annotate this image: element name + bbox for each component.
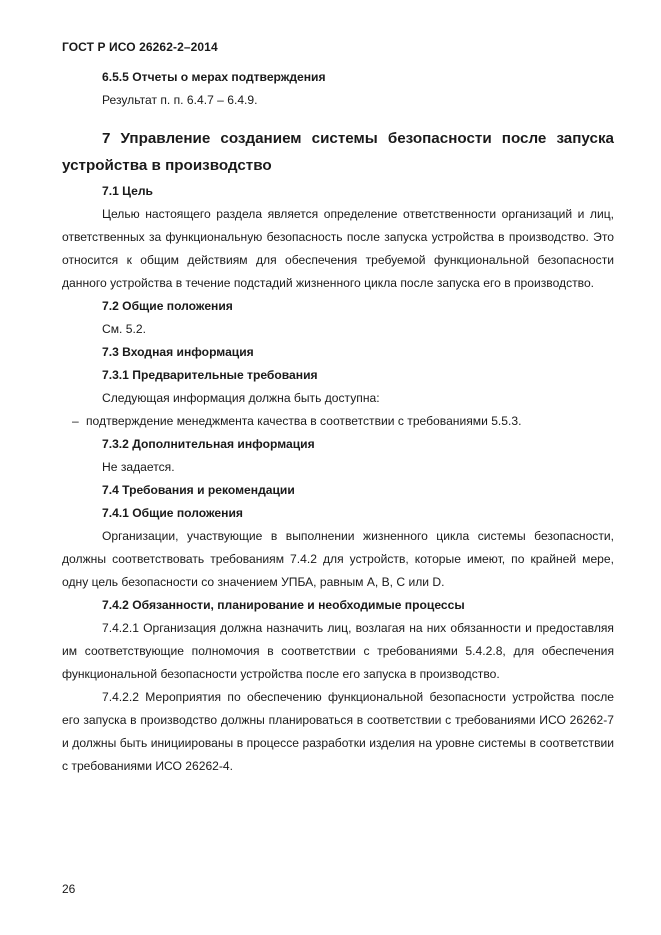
heading-7-4-2: 7.4.2 Обязанности, планирование и необходимые процессы — [102, 598, 465, 612]
heading-6-5-5: 6.5.5 Отчеты о мерах подтверждения — [102, 70, 326, 84]
paragraph: Результат п. п. 6.4.7 – 6.4.9. — [102, 93, 258, 107]
heading-7-2: 7.2 Общие положения — [102, 299, 233, 313]
section-7-title: 7 Управление созданием системы безопасности после запуска устройства в производство — [62, 130, 614, 174]
heading-7-1: 7.1 Цель — [102, 184, 153, 198]
heading-7-4: 7.4 Требования и рекомендации — [102, 483, 295, 497]
paragraph: См. 5.2. — [102, 322, 146, 336]
list-item-text: подтверждение менеджмента качества в соответствии с требованиями 5.5.3. — [86, 414, 522, 428]
paragraph: 7.4.2.2 Мероприятия по обеспечению функциональной безопасности устройства после его запуска в производство должны планироваться в соответствии с требованиями ИСО 26262-7 и должны быть инициированы в процессе разработки изделия на уровне системы в соответствии с требованиями ИСО 26262-4. — [62, 690, 614, 773]
page-number: 26 — [62, 882, 76, 896]
paragraph: Организации, участвующие в выполнении жизненного цикла системы безопасности, должны соответствовать требованиям 7.4.2 для устройств, которые имеют, по крайней мере, одну цель безопасности со значением УПБА, равным А, В, С или D. — [62, 529, 614, 589]
heading-7-3: 7.3 Входная информация — [102, 345, 254, 359]
list-dash: – — [72, 414, 79, 428]
page-body — [62, 66, 614, 778]
heading-7-3-2: 7.3.2 Дополнительная информация — [102, 437, 315, 451]
paragraph: Целью настоящего раздела является определение ответственности организаций и лиц, ответственных за функциональную безопасность после запуска устройства в производство. Это относится к общим действиям для обеспечения требуемой функциональной безопасности данного устройства в течение подстадий жизненного цикла после запуска его в производство. — [62, 207, 614, 290]
list-item — [62, 410, 614, 433]
heading-7-3-1: 7.3.1 Предварительные требования — [102, 368, 318, 382]
paragraph: 7.4.2.1 Организация должна назначить лиц, возлагая на них обязанности и предоставляя им соответствующие полномочия в соответствии с требованиями 5.4.2.8, для обеспечения функциональной безопасности устройства после его запуска в производство. — [62, 621, 614, 681]
running-header: ГОСТ Р ИСО 26262-2–2014 — [62, 40, 218, 54]
paragraph: Не задается. — [102, 460, 175, 474]
paragraph: Следующая информация должна быть доступна: — [102, 391, 380, 405]
heading-7-4-1: 7.4.1 Общие положения — [102, 506, 243, 520]
